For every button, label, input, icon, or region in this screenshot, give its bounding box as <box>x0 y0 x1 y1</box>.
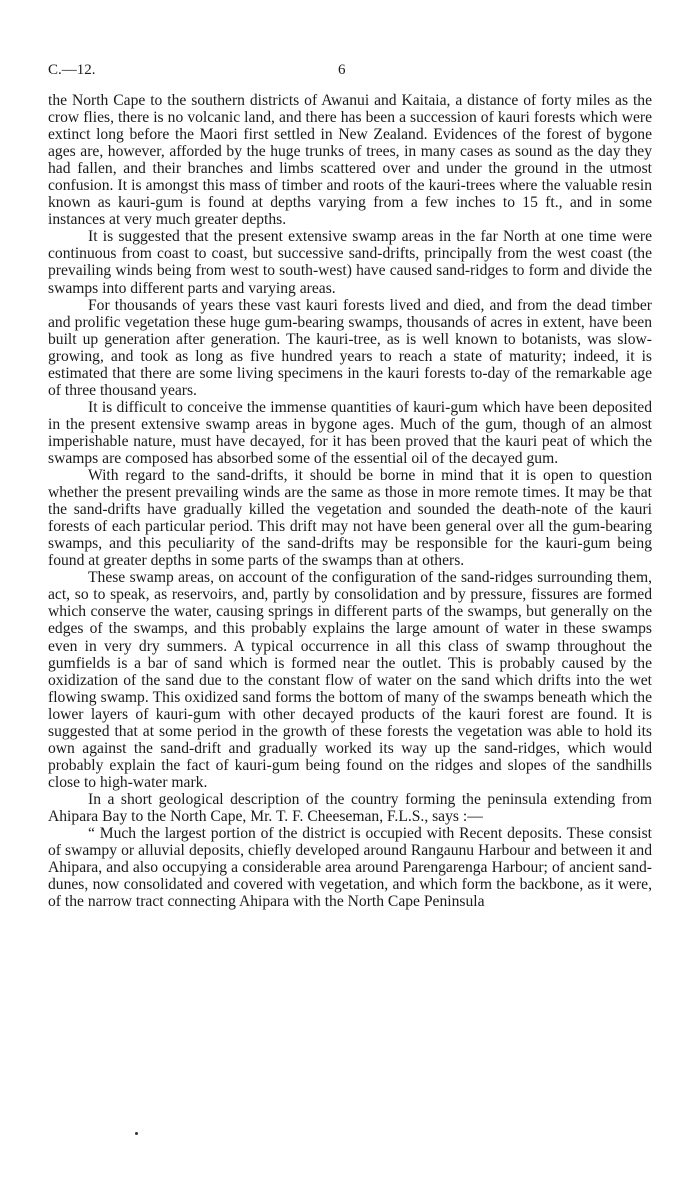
paragraph: In a short geological description of the country forming the peninsula extending from Ahipara Bay to the North Cape, Mr. T. F. Cheeseman, F.L.S., says :— <box>48 790 652 825</box>
paragraph: the North Cape to the southern districts of Awanui and Kaitaia, a distance of forty miles as the crow flies, there is no volcanic land, and there has been a succession of kauri forests which were extinct long before the Maori first settled in New Zealand. Evidences of the forest of bygone ages are, however, afforded by the huge trunks of trees, in many cases as sound as the day they had fallen, and their branches and limbs scattered over and under the ground in the utmost confusion. It is amongst this mass of timber and roots of the kauri-trees where the valuable resin known as kauri-gum is found at depths varying from a few inches to 15 ft., and in some instances at very much greater depths. <box>48 92 652 229</box>
paragraph: With regard to the sand-drifts, it should be borne in mind that it is open to question whether the present prevailing winds are the same as those in more remote times. It may be that the sand-drifts have gradually killed the vegetation and sounded the death-note of the kauri forests of each particular period. This drift may not have been general over all the gum-bearing swamps, and this peculiarity of the sand-drifts may be responsible for the kauri-gum being found at greater depths in some parts of the swamps than at others. <box>48 467 652 570</box>
page-header <box>48 62 652 82</box>
print-speck <box>135 1132 138 1135</box>
paragraph: For thousands of years these vast kauri forests lived and died, and from the dead timber and prolific vegetation these huge gum-bearing swamps, thousands of acres in extent, have been built up generation after generation. The kauri-tree, as is well known to botanists, was slow-growing, and took as long as five hundred years to reach a state of maturity; indeed, it is estimated that there are some living specimens in the kauri forests to-day of the remarkable age of three thousand years. <box>48 296 652 399</box>
body-text <box>48 92 652 910</box>
quoted-paragraph: “ Much the largest portion of the district is occupied with Recent deposits. These consist of swampy or alluvial deposits, chiefly developed around Rangaunu Harbour and between it and Ahipara, and also occupying a considerable area around Parengarenga Harbour; of ancient sand-dunes, now consolidated and covered with vegetation, and which form the backbone, as it were, of the narrow tract connecting Ahipara with the North Cape Peninsula <box>48 825 652 911</box>
document-code: C.—12. <box>48 62 96 78</box>
paragraph: It is suggested that the present extensive swamp areas in the far North at one time were continuous from coast to coast, but successive sand-drifts, principally from the west coast (the prevailing winds being from west to south-west) have caused sand-ridges to form and divide the swamps into different parts and varying areas. <box>48 228 652 297</box>
page-number: 6 <box>338 62 346 78</box>
paragraph: These swamp areas, on account of the configuration of the sand-ridges surrounding them, act, so to speak, as reservoirs, and, partly by consolidation and by pressure, fissures are formed which conserve the water, causing springs in different parts of the swamps, but generally on the edges of the swamps, and this probably explains the large amount of water in these swamps even in very dry summers. A typical occurrence in all this class of swamp throughout the gumfields is a bar of sand which is formed near the outlet. This is probably caused by the oxidization of the sand due to the constant flow of water on the sand which drifts into the wet flowing swamp. This oxidized sand forms the bottom of many of the swamps beneath which the lower layers of kauri-gum with other decayed products of the kauri forest are found. It is suggested that at some period in the growth of these forests the vegetation was able to hold its own against the sand-drift and gradually worked its way up the sand-ridges, which would probably explain the fact of kauri-gum being found on the ridges and slopes of the sandhills close to high-water mark. <box>48 569 652 791</box>
paragraph: It is difficult to conceive the immense quantities of kauri-gum which have been deposited in the present extensive swamp areas in bygone ages. Much of the gum, though of an almost imperishable nature, must have decayed, for it has been proved that the kauri peat of which the swamps are composed has absorbed some of the essential oil of the decayed gum. <box>48 398 652 467</box>
